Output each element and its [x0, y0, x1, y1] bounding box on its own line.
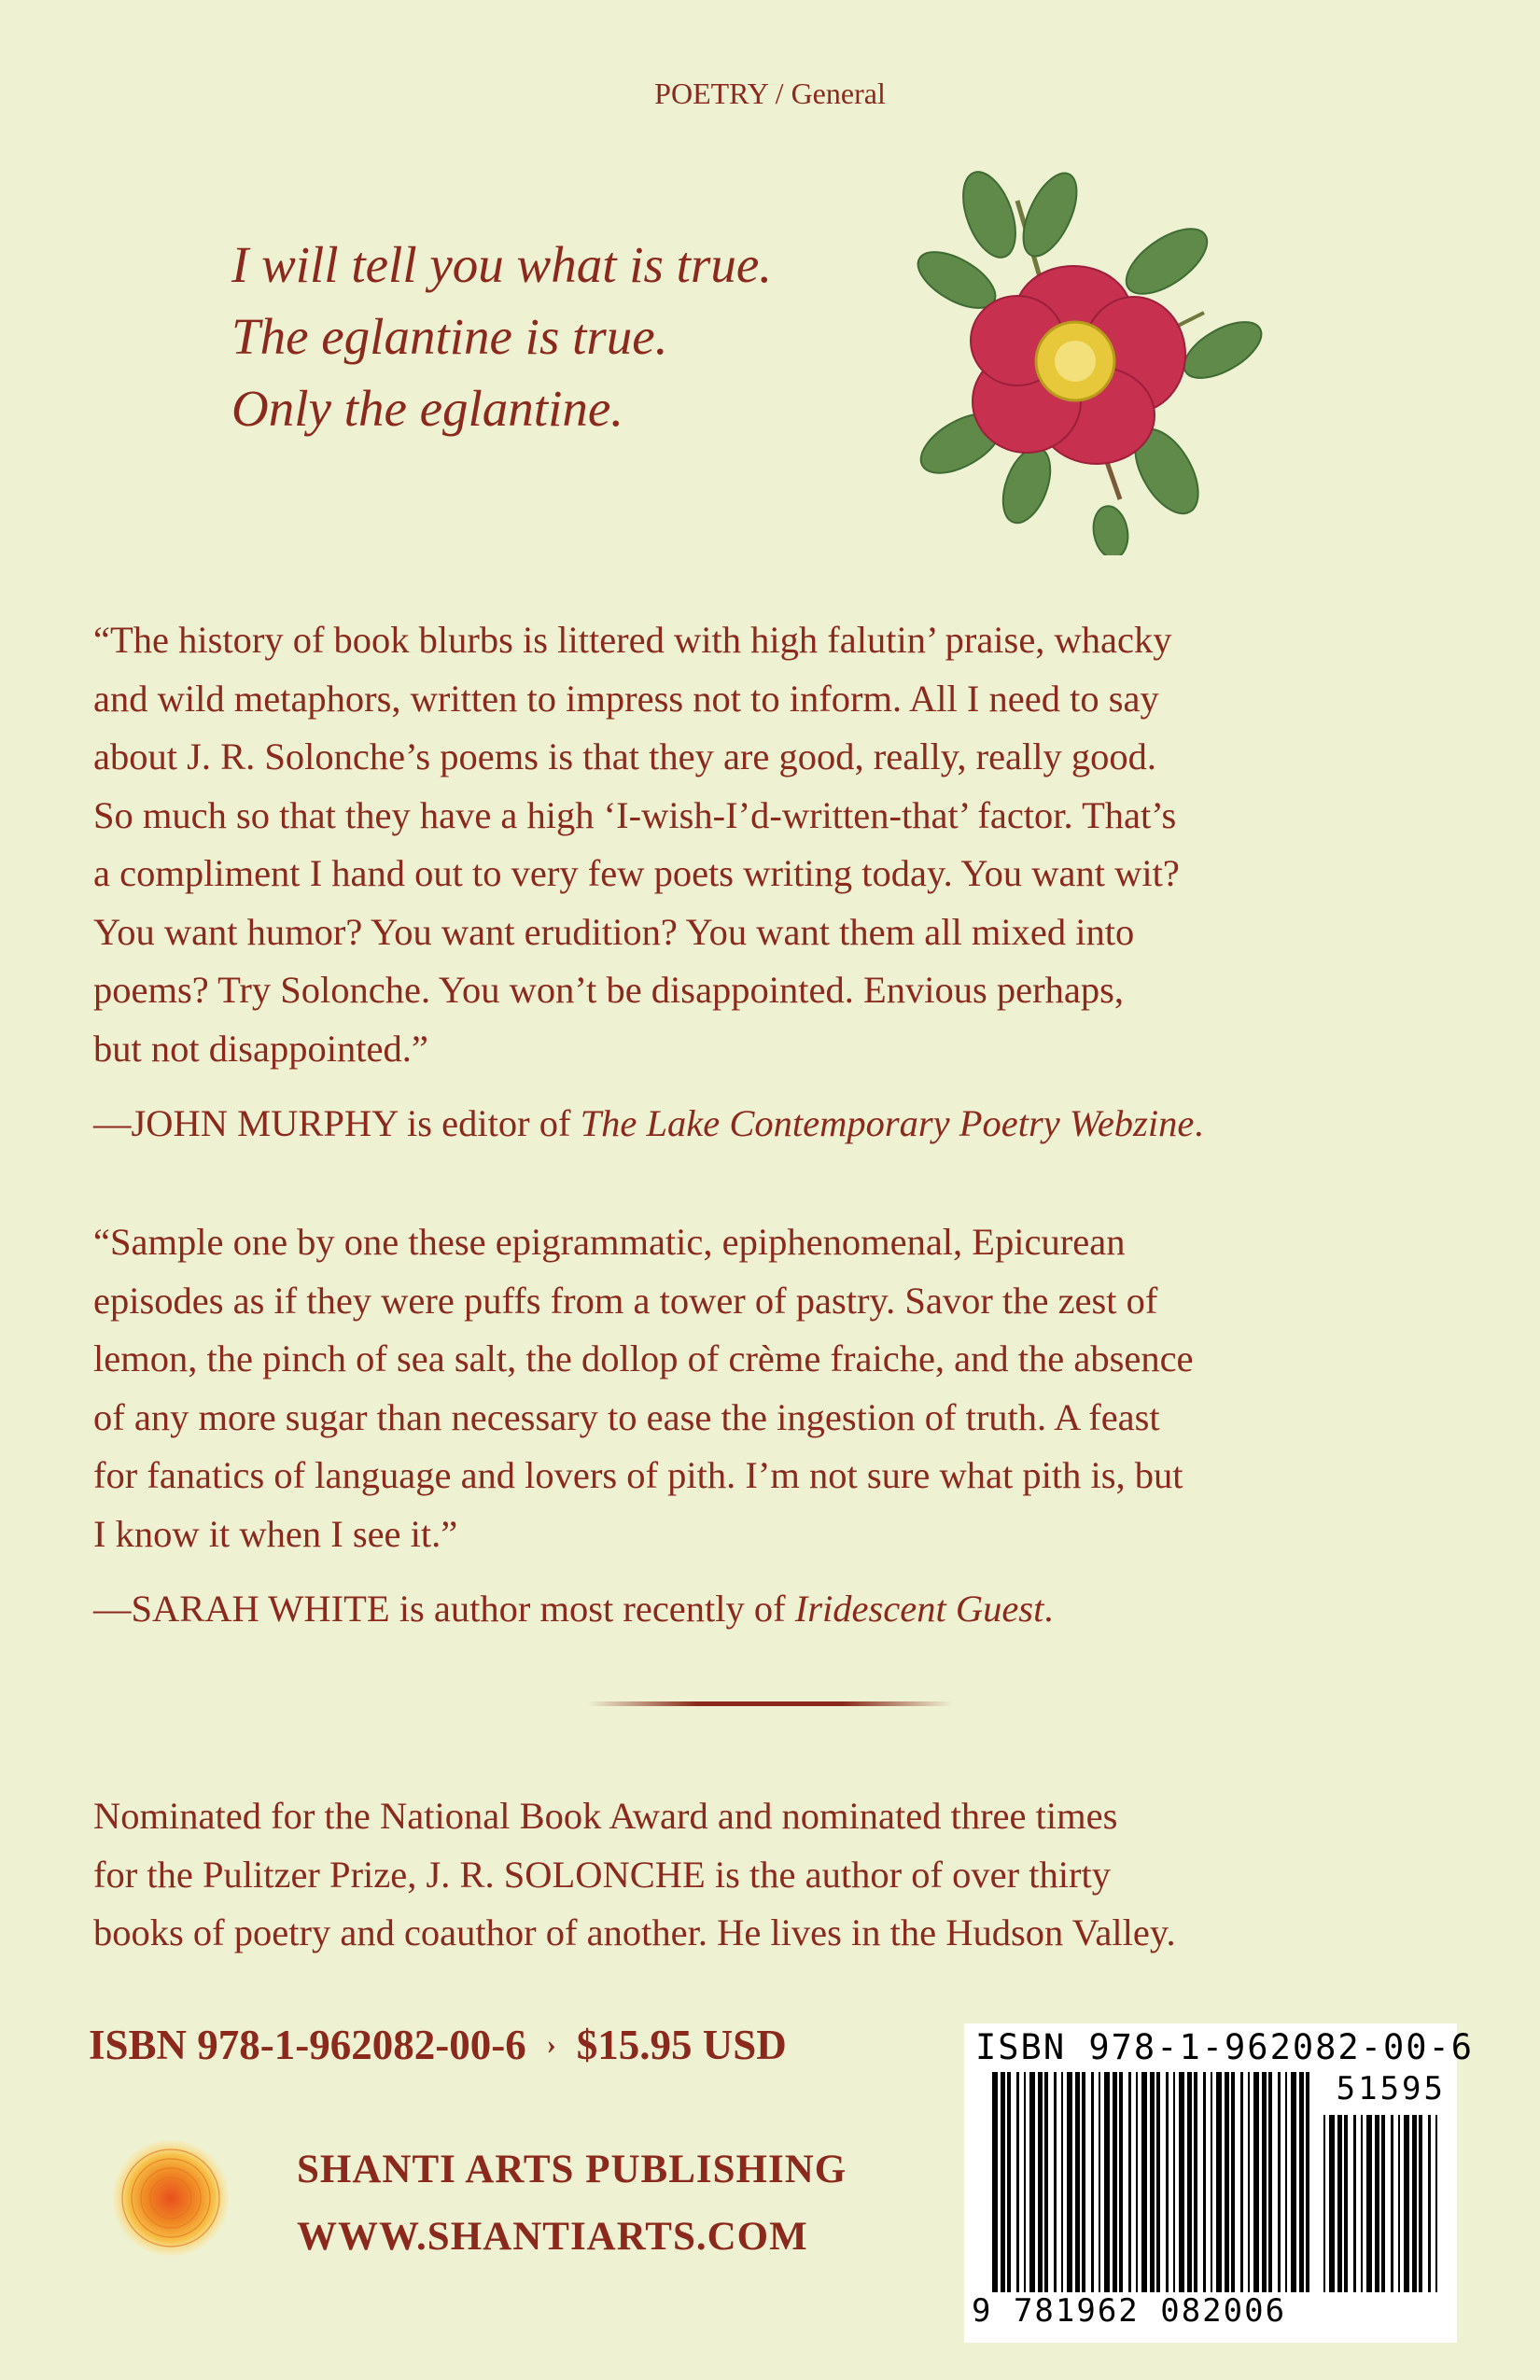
- barcode-bar: [1194, 2072, 1197, 2292]
- epigraph: [231, 229, 772, 444]
- barcode-bar: [1150, 2072, 1155, 2292]
- sun-logo-icon: [110, 2137, 231, 2259]
- barcode-bar: [1323, 2115, 1325, 2292]
- barcode-bar: [1262, 2072, 1267, 2292]
- barcode-bar: [1156, 2072, 1160, 2292]
- barcode-bar: [1044, 2072, 1048, 2292]
- barcode-bar: [1166, 2072, 1169, 2292]
- barcode-bar: [1361, 2115, 1363, 2292]
- blurb-line: poems? Try Solonche. You won’t be disappointed. Envious perhaps,: [93, 969, 1124, 1011]
- barcode-bar: [1419, 2115, 1422, 2292]
- barcode-bar: [1353, 2115, 1356, 2292]
- barcode-bar: [1067, 2072, 1072, 2292]
- barcode-bar: [1299, 2072, 1304, 2292]
- author-bio: [93, 1787, 1456, 1963]
- blurb-line: lemon, the pinch of sea salt, the dollop of crème fraiche, and the absence: [93, 1337, 1194, 1379]
- barcode-bar: [1291, 2072, 1296, 2292]
- bio-line: Nominated for the National Book Award and nominated three times: [93, 1795, 1118, 1837]
- barcode-bar: [1054, 2072, 1057, 2292]
- barcode-bar: [992, 2072, 998, 2292]
- barcode-bar: [1344, 2115, 1348, 2292]
- barcode-bar: [1119, 2072, 1123, 2292]
- barcode-bar: [1203, 2072, 1206, 2292]
- blurb-attribution: [93, 1580, 1456, 1639]
- blurb-line: So much so that they have a high ‘I-wish-I’d-written-that’ factor. That’s: [93, 793, 1177, 836]
- attribution-name: —SARAH WHITE is author most recently of: [93, 1588, 795, 1630]
- bio-line: for the Pulitzer Prize, J. R. SOLONCHE is the author of over thirty: [93, 1853, 1111, 1896]
- barcode-bar: [1253, 2072, 1259, 2292]
- blurb-line: “Sample one by one these epigrammatic, epiphenomenal, Epicurean: [93, 1221, 1126, 1263]
- barcode-bar: [1128, 2072, 1131, 2292]
- barcode-bar: [1211, 2072, 1212, 2292]
- barcode-bar: [1231, 2072, 1235, 2292]
- barcode-bar: [1104, 2072, 1110, 2292]
- barcode-bar: [1248, 2072, 1250, 2292]
- rose-illustration: [887, 163, 1279, 555]
- separator-glyph: ›: [546, 2029, 556, 2060]
- barcode-bar: [1173, 2072, 1175, 2292]
- barcode-bar: [1404, 2115, 1409, 2292]
- attribution-suffix: .: [1043, 1588, 1054, 1630]
- barcode-bar: [1075, 2072, 1080, 2292]
- barcode-bar: [1099, 2072, 1100, 2292]
- barcode-isbn: ISBN 978-1-962082-00-6: [975, 2027, 1475, 2067]
- barcode-bar: [1007, 2072, 1011, 2292]
- barcode-bar: [1337, 2115, 1342, 2292]
- isbn-price-line: [89, 2021, 787, 2069]
- barcode-bar: [1029, 2072, 1035, 2292]
- price-text: $15.95 USD: [576, 2022, 787, 2068]
- barcode-bar: [1398, 2115, 1400, 2292]
- blurb-line: a compliment I hand out to very few poets writing today. You want wit?: [93, 852, 1180, 894]
- epigraph-line: The eglantine is true.: [231, 308, 668, 365]
- category-label: POETRY / General: [654, 77, 886, 110]
- barcode-bar: [1240, 2072, 1243, 2292]
- barcode-number: 9 781962 082006: [972, 2292, 1287, 2330]
- barcode-bar: [1216, 2072, 1222, 2292]
- blurb-attribution: [93, 1095, 1456, 1154]
- barcode-bar: [1091, 2072, 1094, 2292]
- barcode-bar: [1024, 2072, 1026, 2292]
- barcode-bar: [1225, 2072, 1229, 2292]
- publisher-name: SHANTI ARTS PUBLISHING: [297, 2148, 847, 2191]
- barcode-bar: [1329, 2115, 1335, 2292]
- publisher-website: WWW.SHANTIARTS.COM: [297, 2215, 808, 2259]
- blurb-line: but not disappointed.”: [93, 1027, 428, 1070]
- barcode-bar: [1016, 2072, 1019, 2292]
- barcode-bar: [1141, 2072, 1147, 2292]
- blurb-line: episodes as if they were puffs from a tower of pastry. Savor the zest of: [93, 1279, 1158, 1322]
- blurb-line: about J. R. Solonche’s poems is that they are good, really, really good.: [93, 735, 1157, 777]
- barcode-bar: [1001, 2072, 1005, 2292]
- attribution-title: The Lake Contemporary Poetry Webzine: [580, 1102, 1195, 1144]
- barcode-bar: [1113, 2072, 1117, 2292]
- attribution-name: —JOHN MURPHY is editor of: [93, 1102, 581, 1144]
- barcode-bar: [1136, 2072, 1138, 2292]
- barcode-bar: [1278, 2072, 1281, 2292]
- barcode-bar: [1391, 2115, 1393, 2292]
- blurb-line: I know it when I see it.”: [93, 1512, 458, 1555]
- blurb-murphy: [93, 611, 1456, 1154]
- barcode-bar: [1061, 2072, 1063, 2292]
- epigraph-line: I will tell you what is true.: [231, 236, 773, 293]
- barcode-bar: [1187, 2072, 1192, 2292]
- blurb-line: and wild metaphors, written to impress not to inform. All I need to say: [93, 677, 1159, 720]
- barcode-bar: [1179, 2072, 1184, 2292]
- barcode-price-code: 51595: [1336, 2070, 1446, 2107]
- blurb-white: [93, 1213, 1456, 1639]
- barcode-bar: [1375, 2115, 1379, 2292]
- barcode: [964, 2023, 1475, 2343]
- barcode-bar: [1381, 2115, 1385, 2292]
- barcode-bar: [1268, 2072, 1272, 2292]
- barcode-bar: [1412, 2115, 1417, 2292]
- blurb-line: “The history of book blurbs is littered with high falutin’ praise, whacky: [93, 619, 1172, 661]
- barcode-bar: [1038, 2072, 1043, 2292]
- attribution-title: Iridescent Guest: [794, 1588, 1044, 1630]
- epigraph-line: Only the eglantine.: [231, 380, 624, 437]
- attribution-suffix: .: [1194, 1102, 1204, 1144]
- barcode-bar: [1366, 2115, 1372, 2292]
- barcode-bar: [1285, 2072, 1287, 2292]
- blurb-line: You want humor? You want erudition? You want them all mixed into: [93, 910, 1135, 953]
- bio-line: books of poetry and coauthor of another. He lives in the Hudson Valley.: [93, 1911, 1176, 1953]
- divider-rule: [588, 1701, 952, 1706]
- isbn-text: ISBN 978-1-962082-00-6: [89, 2022, 526, 2068]
- barcode-bar: [1435, 2115, 1437, 2292]
- barcode-bar: [1306, 2072, 1309, 2292]
- blurb-line: for fanatics of language and lovers of pith. I’m not sure what pith is, but: [93, 1454, 1183, 1496]
- blurb-line: of any more sugar than necessary to ease the ingestion of truth. A feast: [93, 1395, 1160, 1438]
- barcode-bar: [1428, 2115, 1431, 2292]
- barcode-bar: [1082, 2072, 1085, 2292]
